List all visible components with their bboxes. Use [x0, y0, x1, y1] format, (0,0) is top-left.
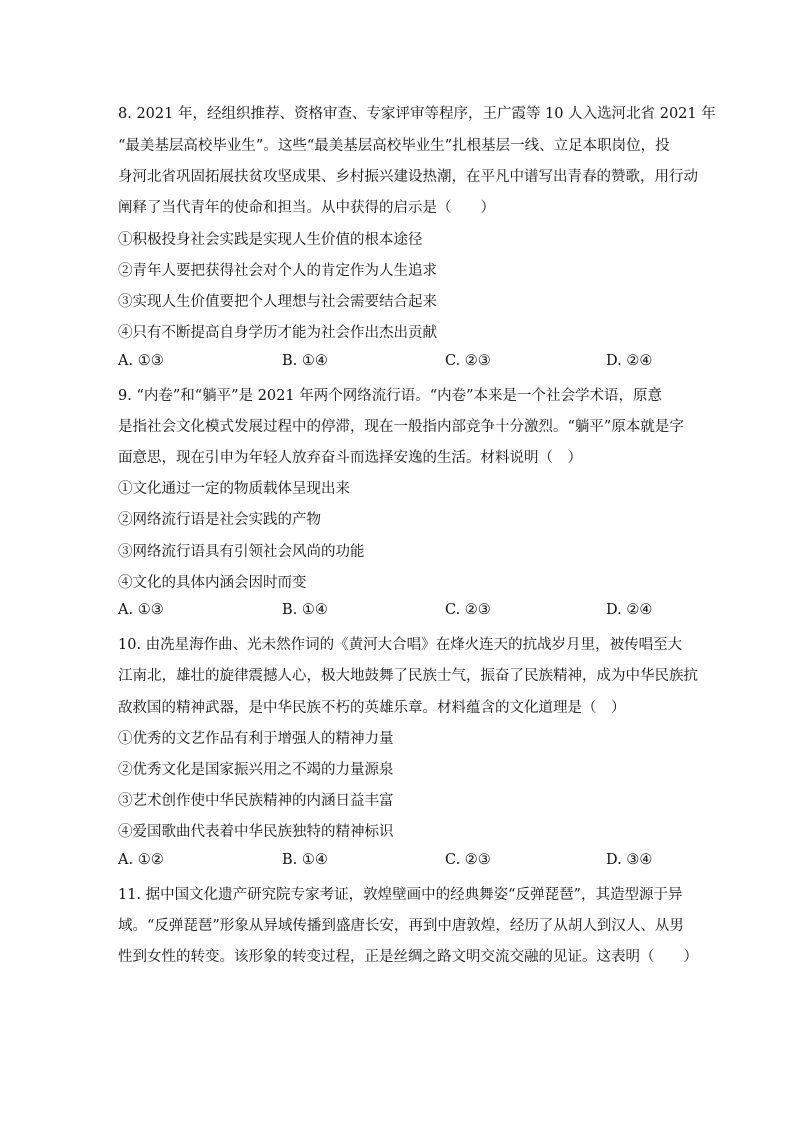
question-9-option-d: D. ②④ [606, 602, 653, 618]
question-8-option-d: D. ②④ [606, 353, 653, 369]
question-8-option-b: B. ①④ [282, 353, 328, 369]
question-10-statement-1: ①优秀的文艺作品有利于增强人的精神力量 [118, 731, 394, 747]
question-11-stem-line-3: 性到女性的转变。该形象的转变过程，正是丝绸之路文明交流交融的见证。这表明（ ） [118, 949, 698, 965]
question-10-option-a: A. ①② [118, 852, 164, 868]
question-11-stem-line-2: 域。“反弹琵琶”形象从异域传播到盛唐长安，再到中唐敦煌，经历了从胡人到汉人、从男 [118, 918, 684, 934]
question-8-option-c: C. ②③ [445, 353, 491, 369]
question-10-statement-2: ②优秀文化是国家振兴用之不竭的力量源泉 [118, 762, 394, 778]
question-9-statement-3: ③网络流行语具有引领社会风尚的功能 [118, 544, 365, 560]
question-10-statement-3: ③艺术创作使中华民族精神的内涵日益丰富 [118, 793, 394, 809]
question-10-statement-4: ④爱国歌曲代表着中华民族独特的精神标识 [118, 824, 394, 840]
question-9-option-b: B. ①④ [282, 602, 328, 618]
question-10-stem-line-3: 敌救国的精神武器，是中华民族不朽的英雄乐章。材料蕴含的文化道理是（ ） [118, 700, 626, 716]
question-8-option-a: A. ①③ [118, 353, 164, 369]
question-8-stem-line-1: 8. 2021 年，经组织推荐、资格审查、专家评审等程序，王广霞等 10 人入选河北省 2021 年 [118, 106, 716, 122]
question-8-statement-2: ②青年人要把获得社会对个人的肯定作为人生追求 [118, 263, 437, 279]
question-10-option-d: D. ③④ [606, 852, 653, 868]
question-8-stem-line-3: 身河北省巩固拓展扶贫攻坚成果、乡村振兴建设热潮，在平凡中谱写出青春的赞歌，用行动 [118, 169, 698, 185]
question-9-statement-4: ④文化的具体内涵会因时而变 [118, 575, 307, 591]
question-9-stem-line-1: 9. “内卷”和“躺平”是 2021 年两个网络流行语。“内卷”本来是一个社会学术语，原意 [118, 388, 663, 404]
question-9-stem-line-2: 是指社会文化模式发展过程中的停滞，现在一般指内部竞争十分激烈。“躺平”原本就是字 [118, 419, 684, 435]
question-9-option-c: C. ②③ [445, 602, 491, 618]
question-8-statement-3: ③实现人生价值要把个人理想与社会需要结合起来 [118, 294, 437, 310]
question-10-option-b: B. ①④ [282, 852, 328, 868]
question-9-statement-1: ①文化通过一定的物质载体呈现出来 [118, 481, 350, 497]
question-10-stem-line-1: 10. 由冼星海作曲、光未然作词的《黄河大合唱》在烽火连天的抗战岁月里，被传唱至大 [118, 637, 683, 653]
question-11-stem-line-1: 11. 据中国文化遗产研究院专家考证，敦煌壁画中的经典舞姿“反弹琵琶”，其造型源于异 [118, 887, 683, 903]
question-10-stem-line-2: 江南北，雄壮的旋律震撼人心，极大地鼓舞了民族士气，振奋了民族精神，成为中华民族抗 [118, 668, 698, 684]
question-8-statement-1: ①积极投身社会实践是实现人生价值的根本途径 [118, 232, 423, 248]
question-9-option-a: A. ①③ [118, 602, 164, 618]
question-8-statement-4: ④只有不断提高自身学历才能为社会作出杰出贡献 [118, 325, 437, 341]
question-9-statement-2: ②网络流行语是社会实践的产物 [118, 512, 321, 528]
question-10-option-c: C. ②③ [445, 852, 491, 868]
question-8-stem-line-4: 阐释了当代青年的使命和担当。从中获得的启示是（ ） [118, 200, 495, 216]
question-9-stem-line-3: 面意思，现在引申为年轻人放弃奋斗而选择安逸的生活。材料说明（ ） [118, 450, 582, 466]
question-8-stem-line-2: “最美基层高校毕业生”。这些“最美基层高校毕业生”扎根基层一线、立足本职岗位，投 [118, 138, 670, 154]
